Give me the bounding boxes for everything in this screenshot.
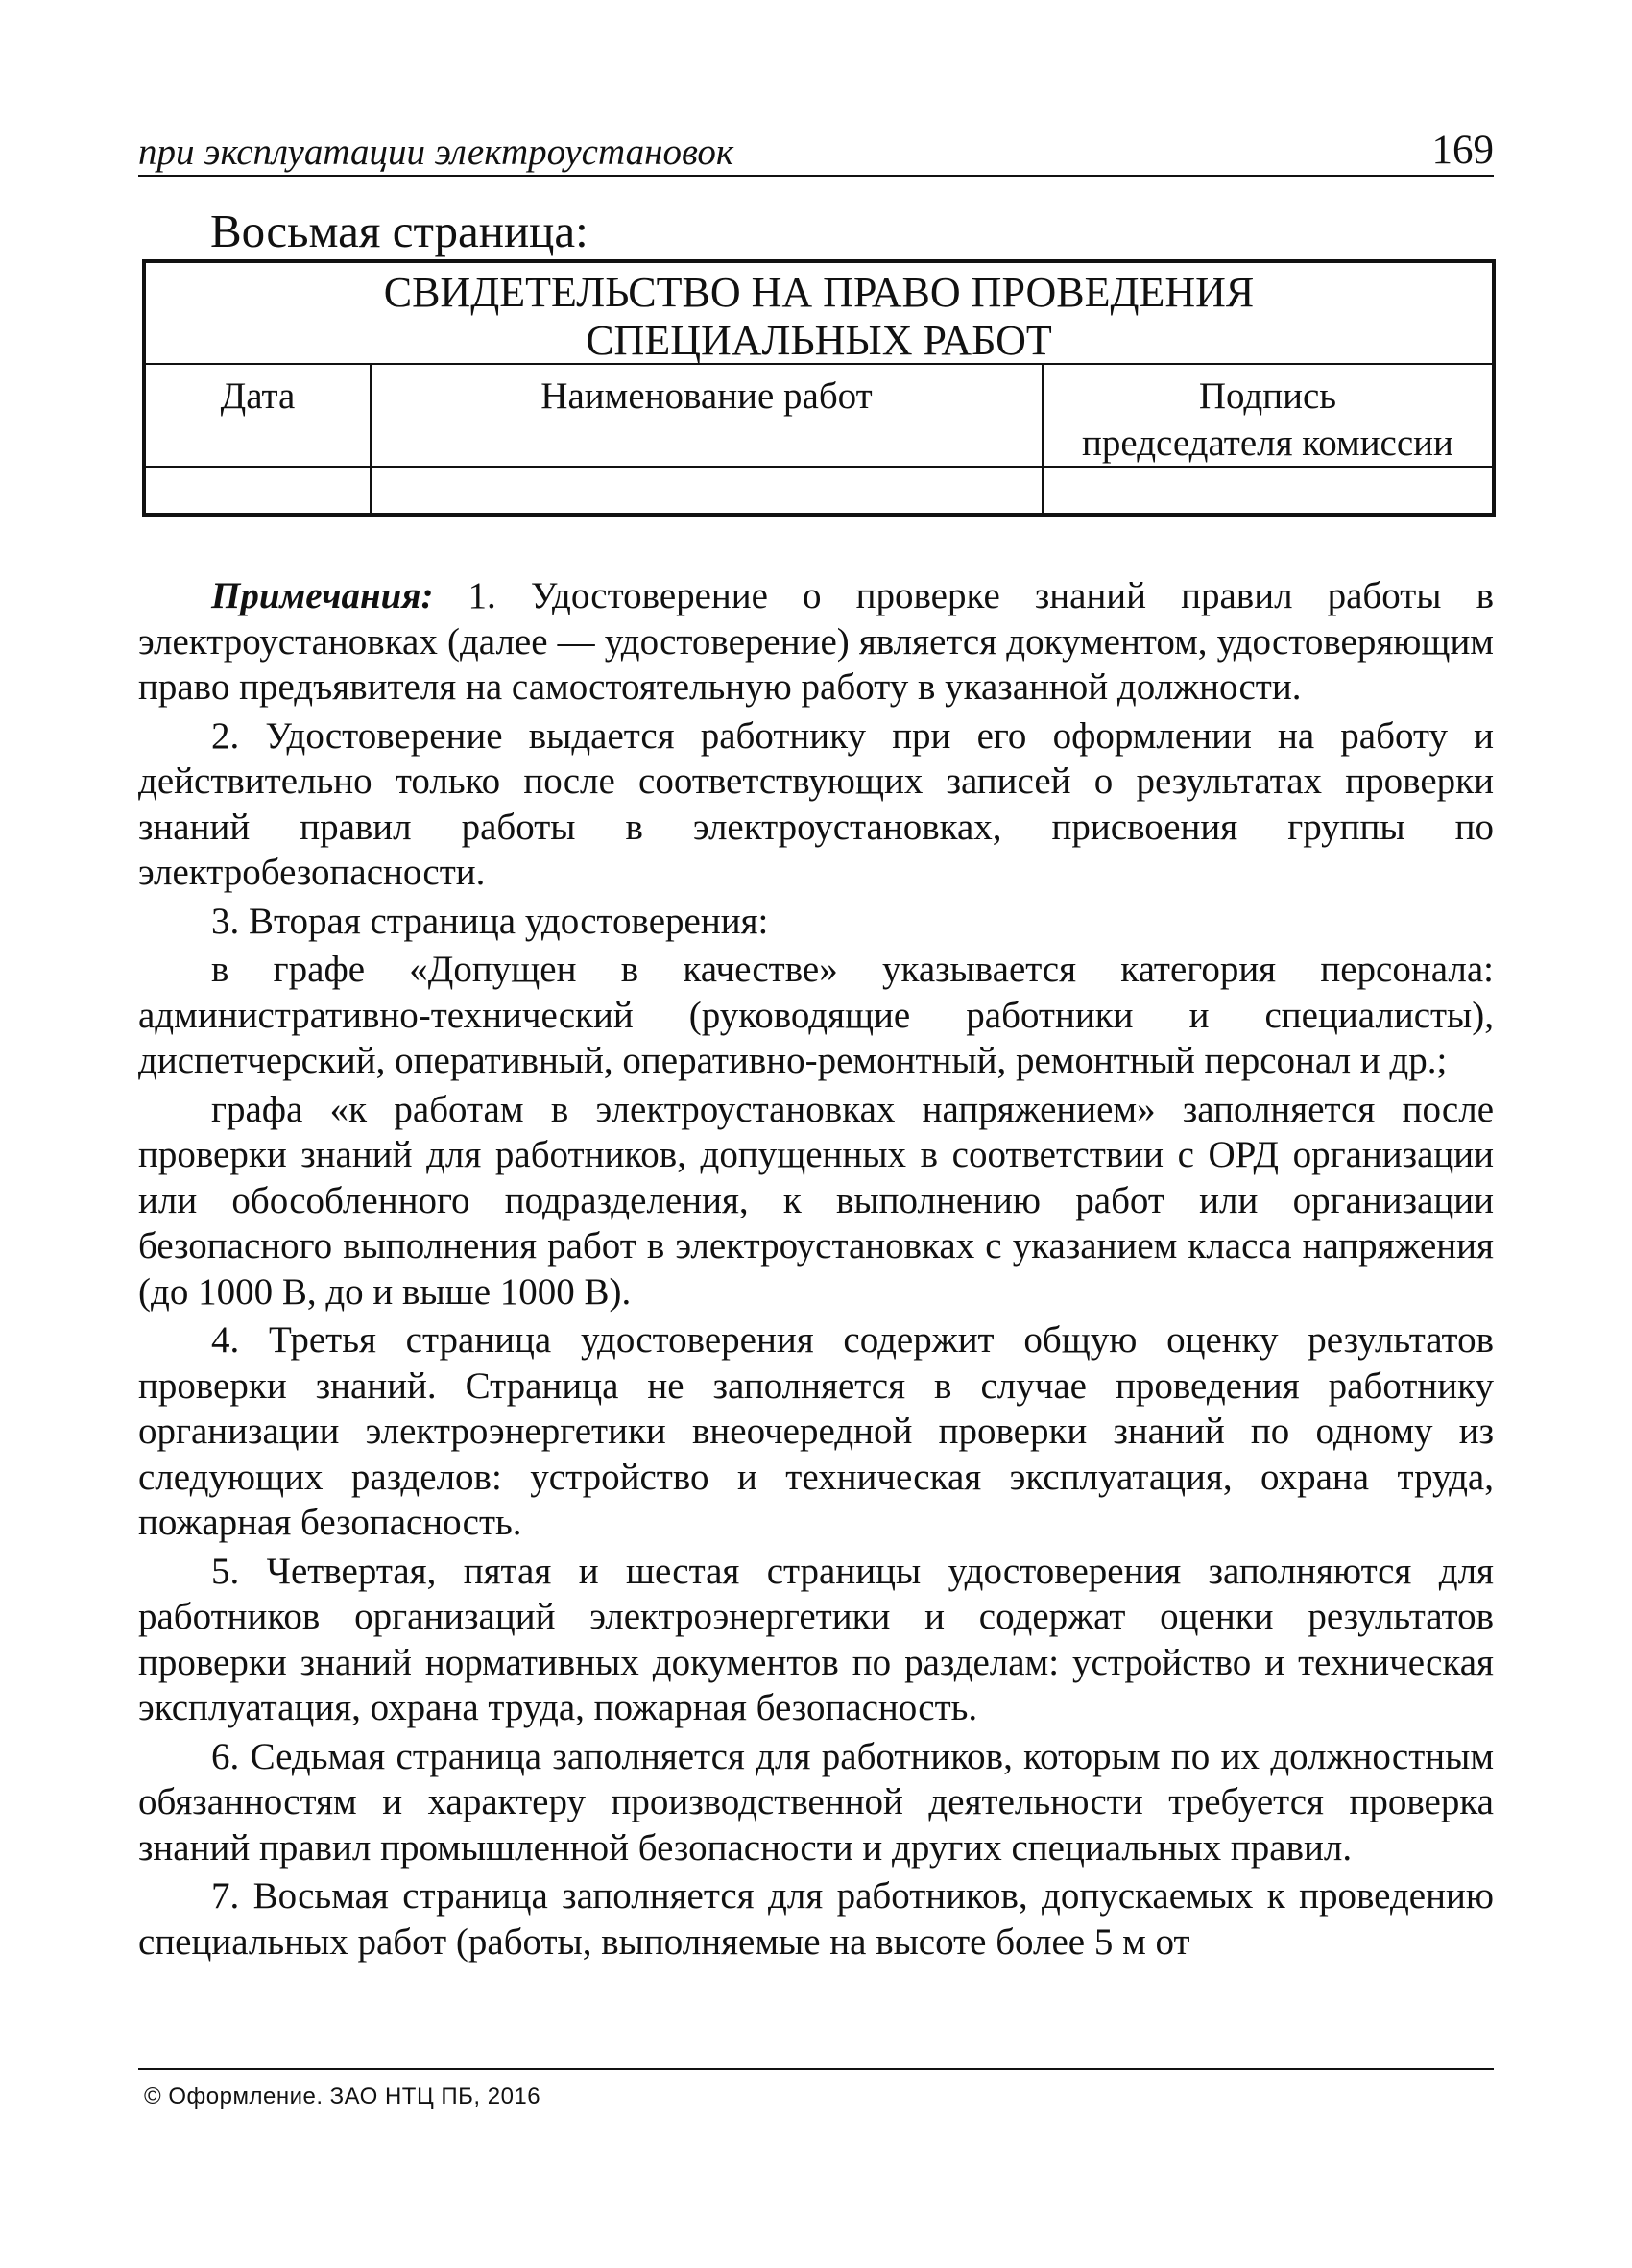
running-header [138, 127, 1494, 177]
column-header-signature-line2: председателя комиссии [1082, 422, 1453, 464]
note-1-text: 1. Удостоверение о проверке знаний правил работы в электроустановках (далее — удостоверение) является документом, удостоверяющим право предъявителя на самостоятельную работу в указанной должности. [138, 575, 1494, 708]
column-header-signature [1044, 373, 1492, 467]
note-3-paragraph-b: графа «к работам в электроустановках напряжением» заполняется после проверки знаний для работников, допущенных в соответствии с ОРД организации или обособленного подразделения, к выполнению работ или организации безопасного выполнения работ в электроустановках с указанием класса напряжения (до 1000 В, до и выше 1000 В). [138, 1088, 1494, 1313]
note-4: 4. Третья страница удостоверения содержит общую оценку результатов проверки знаний. Страница не заполняется в случае проведения работнику организации электроэнергетики внеочередной проверки знаний по одному из следующих разделов: устройство и техническая эксплуатация, охрана труда, пожарная безопасность. [138, 1319, 1494, 1543]
column-header-signature-line1: Подпись [1198, 375, 1337, 417]
copyright-notice: © Оформление. ЗАО НТЦ ПБ, 2016 [144, 2084, 541, 2110]
note-3: 3. Вторая страница удостоверения: [211, 900, 769, 942]
note-3-paragraph-a: в графе «Допущен в качестве» указывается категория персонала: административно-технический (руководящие работники и специалисты), диспетчерский, оперативный, оперативно-ремонтный, ремонтный персонал и др.; [138, 949, 1494, 1081]
table-cell-signature [1044, 468, 1492, 513]
column-header-date: Дата [220, 375, 296, 417]
note-6: 6. Седьмая страница заполняется для работников, которым по их должностным обязанностям и характеру производственной деятельности требуется проверка знаний правил промышленной безопасности и других специальных правил. [138, 1735, 1494, 1869]
note-7: 7. Восьмая страница заполняется для работников, допускаемых к проведению специальных работ (работы, выполняемые на высоте более 5 м от [138, 1875, 1494, 1963]
column-header-work-name: Наименование работ [540, 375, 873, 417]
table-cell-date [146, 468, 370, 513]
notes-section [138, 573, 1494, 1965]
certificate-title-line2: СПЕЦИАЛЬНЫХ РАБОТ [586, 317, 1052, 364]
table-row-divider [146, 363, 1492, 365]
note-1 [138, 573, 1494, 711]
certificate-table [142, 259, 1496, 517]
page-heading: Восьмая страница: [210, 205, 588, 257]
certificate-title [146, 269, 1492, 365]
running-title: при эксплуатации электроустановок [138, 132, 734, 173]
page-footer [138, 2068, 1494, 2110]
page-number: 169 [1431, 128, 1494, 173]
certificate-title-line1: СВИДЕТЕЛЬСТВО НА ПРАВО ПРОВЕДЕНИЯ [383, 269, 1255, 316]
note-5: 5. Четвертая, пятая и шестая страницы удостоверения заполняются для работников организаций электроэнергетики и содержат оценки результатов проверки знаний нормативных документов по разделам: устройство и техническая эксплуатация, охрана труда, пожарная безопасность. [138, 1550, 1494, 1728]
notes-lead: Примечания: [211, 575, 434, 616]
note-2: 2. Удостоверение выдается работнику при его оформлении на работу и действительно только после соответствующих записей о результатах проверки знаний правил работы в электроустановках, присвоения группы по электробезопасности. [138, 714, 1494, 893]
table-cell-work-name [372, 468, 1042, 513]
